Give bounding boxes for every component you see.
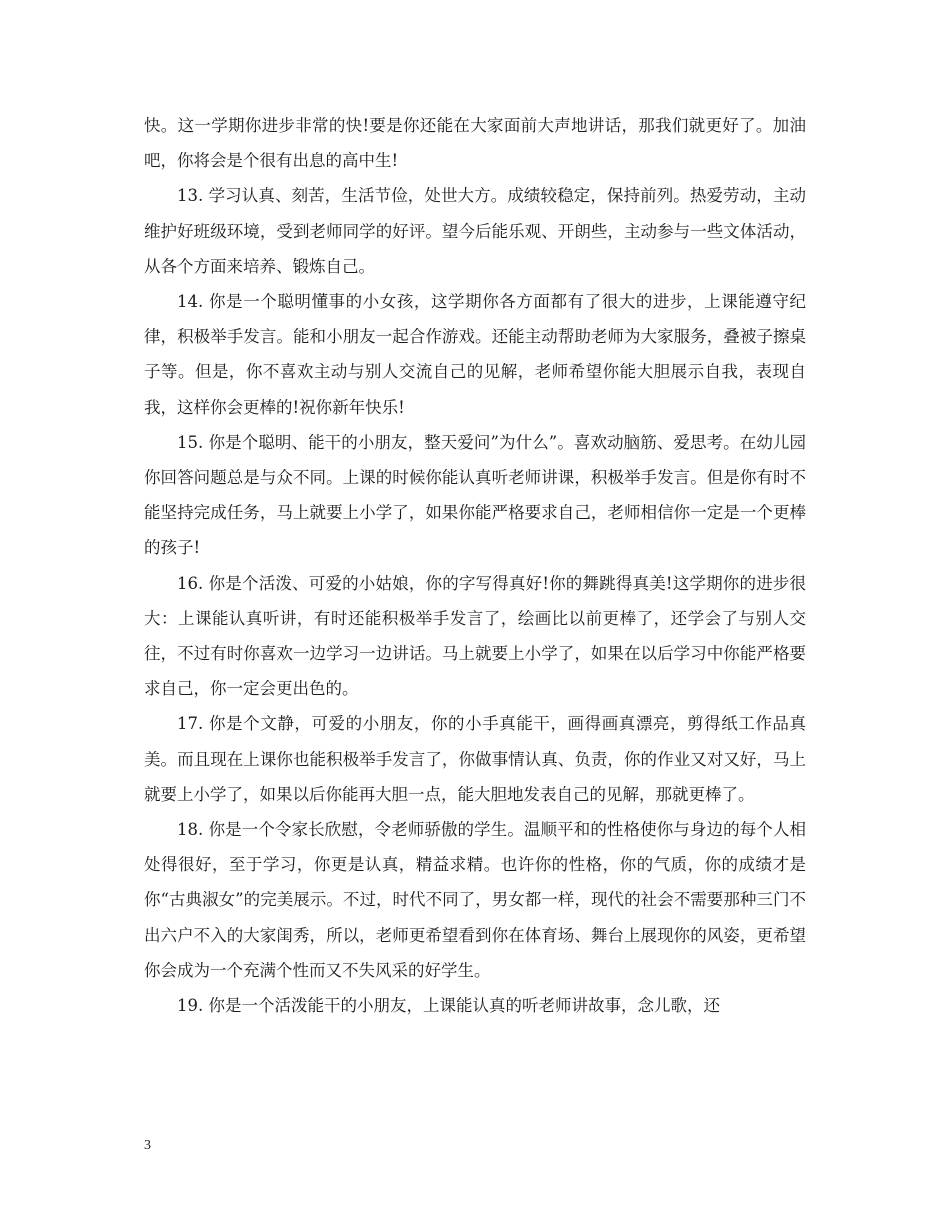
paragraph-16: 16. 你是个活泼、可爱的小姑娘，你的字写得真好!你的舞跳得真美!这学期你的进步很大：上课能认真听讲，有时还能积极举手发言了，绘画比以前更棒了，还学会了与别人交往，不过有时你喜欢一边学习一边讲话。马上就要上小学了，如果在以后学习中你能严格要求自己，你一定会更出色的。 — [144, 573, 806, 699]
document-body — [144, 108, 806, 1023]
paragraph-continuation: 快。这一学期你进步非常的快!要是你还能在大家面前大声地讲话，那我们就更好了。加油吧，你将会是个很有出息的高中生! — [144, 116, 806, 171]
paragraph-13: 13. 学习认真、刻苦，生活节俭，处世大方。成绩较稳定，保持前列。热爱劳动，主动维护好班级环境，受到老师同学的好评。望今后能乐观、开朗些，主动参与一些文体活动，从各个方面来培养、锻炼自己。 — [144, 186, 806, 276]
page-number: 3 — [144, 1138, 151, 1153]
paragraph-19: 19. 你是一个活泼能干的小朋友，上课能认真的听老师讲故事，念儿歌，还 — [177, 996, 720, 1016]
paragraph-14: 14. 你是一个聪明懂事的小女孩，这学期你各方面都有了很大的进步，上课能遵守纪律，积极举手发言。能和小朋友一起合作游戏。还能主动帮助老师为大家服务，叠被子擦桌子等。但是，你不喜欢主动与别人交流自己的见解，老师希望你能大胆展示自我，表现自我，这样你会更棒的!祝你新年快乐! — [144, 292, 806, 417]
paragraph-18: 18. 你是一个令家长欣慰，令老师骄傲的学生。温顺平和的性格使你与身边的每个人相处得很好，至于学习，你更是认真，精益求精。也许你的性格，你的气质，你的成绩才是你“古典淑女”的完美展示。不过，时代不同了，男女都一样，现代的社会不需要那种三门不出六户不入的大家闺秀，所以，老师更希望看到你在体育场、舞台上展现你的风姿，更希望你会成为一个充满个性而又不失风采的好学生。 — [144, 820, 806, 980]
paragraph-15: 15. 你是个聪明、能干的小朋友，整天爱问”为什么”。喜欢动脑筋、爱思考。在幼儿园你回答问题总是与众不同。上课的时候你能认真听老师讲课，积极举手发言。但是你有时不能坚持完成任务，马上就要上小学了，如果你能严格要求自己，老师相信你一定是一个更棒的孩子! — [144, 432, 806, 558]
paragraph-17: 17. 你是个文静，可爱的小朋友，你的小手真能干，画得画真漂亮，剪得纸工作品真美。而且现在上课你也能积极举手发言了，你做事情认真、负责，你的作业又对又好，马上就要上小学了，如果以后你能再大胆一点，能大胆地发表自己的见解，那就更棒了。 — [144, 714, 806, 804]
